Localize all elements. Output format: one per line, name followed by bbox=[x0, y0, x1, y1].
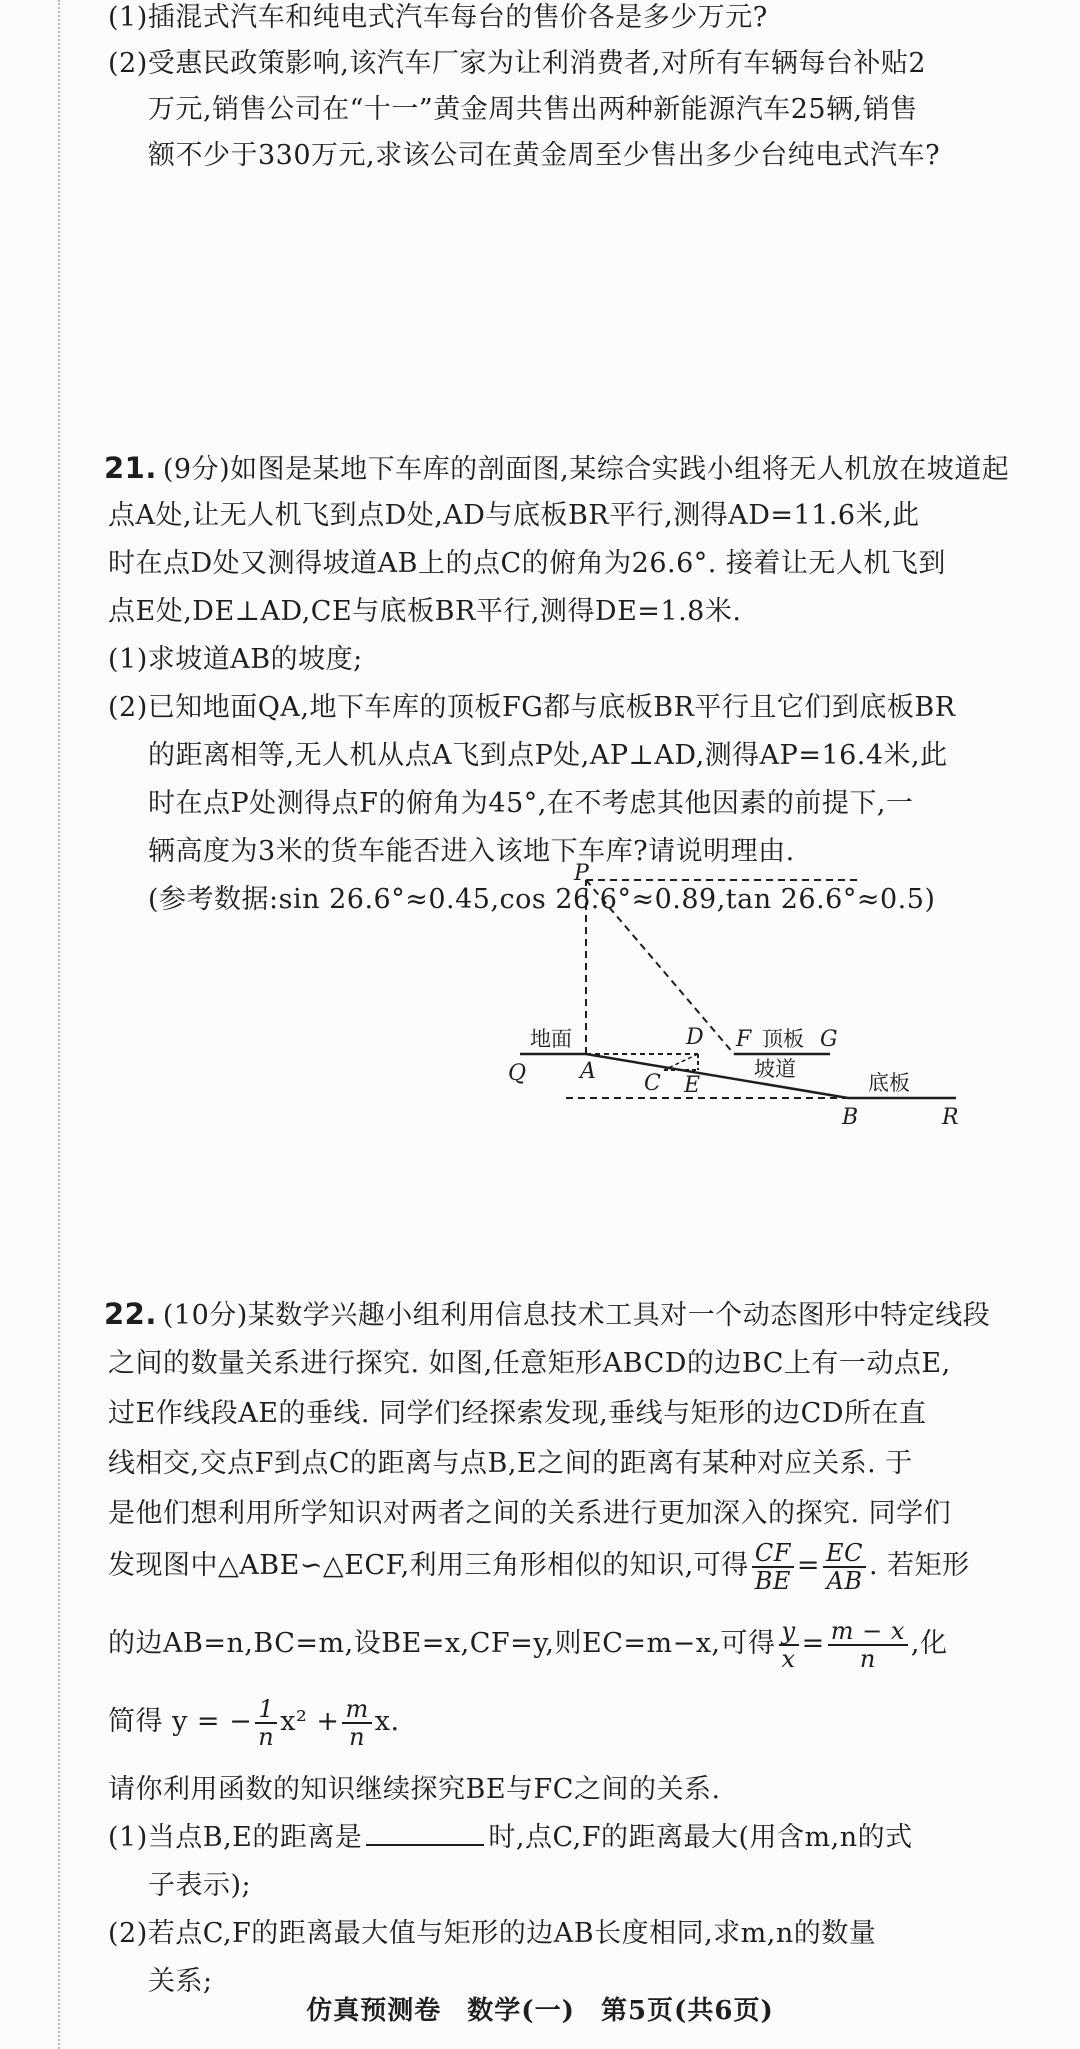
fig-label-A: A bbox=[580, 1059, 596, 1084]
q22-variables-text: 的边AB=n,BC=m,设BE=x,CF=y,则EC=m−x,可得 bbox=[108, 1628, 776, 1659]
q22-intro-line5: 是他们想利用所学知识对两者之间的关系进行更加深入的探究. 同学们 bbox=[108, 1498, 952, 1529]
q22-similarity-line bbox=[108, 1536, 970, 1596]
fig-dashed-DC bbox=[664, 1054, 698, 1070]
q21-number: 21. bbox=[104, 451, 157, 485]
fraction-m-minus-x-over-n bbox=[828, 1618, 908, 1672]
fig-label-floor: 底板 bbox=[868, 1071, 910, 1095]
q22-simplified-text: 简得 y = − bbox=[108, 1706, 253, 1737]
fraction-cf-over-be bbox=[752, 1540, 794, 1594]
q20-part2-line3: 额不少于330万元,求该公司在黄金周至少售出多少台纯电式汽车? bbox=[148, 140, 941, 171]
fraction-m-over-n bbox=[342, 1696, 371, 1750]
equals-sign: = bbox=[801, 1628, 825, 1659]
fig-label-C: C bbox=[644, 1071, 661, 1096]
q22-part1-line1 bbox=[108, 1818, 913, 1858]
frac-denominator: n bbox=[258, 1722, 275, 1751]
frac-denominator: x bbox=[781, 1644, 796, 1673]
q21-part1: (1)求坡道AB的坡度; bbox=[108, 644, 363, 675]
frac-numerator: 1 bbox=[255, 1696, 277, 1724]
fig-label-Q: Q bbox=[508, 1061, 527, 1086]
fig-label-G: G bbox=[820, 1027, 838, 1052]
q21-intro-line4: 点E处,DE⊥AD,CE与底板BR平行,测得DE=1.8米. bbox=[108, 596, 742, 627]
fraction-y-over-x bbox=[779, 1618, 799, 1672]
footer-series: 仿真预测卷 bbox=[306, 1996, 442, 2026]
q22-intro-line4: 线相交,交点F到点C的距离与点B,E之间的距离有某种对应关系. 于 bbox=[108, 1448, 913, 1479]
q22-part1-line2: 子表示); bbox=[148, 1870, 252, 1901]
q22-part1-post: 时,点C,F的距离最大(用含m,n的式 bbox=[488, 1822, 913, 1853]
footer-page-number: 第5页(共6页) bbox=[600, 1996, 774, 2026]
frac-denominator: n bbox=[859, 1644, 876, 1673]
q21-intro-text1: (9分)如图是某地下车库的剖面图,某综合实践小组将无人机放在坡道起 bbox=[162, 454, 1010, 485]
frac-numerator: CF bbox=[752, 1540, 794, 1568]
fig-label-ramp: 坡道 bbox=[754, 1057, 796, 1081]
q21-part2-line3: 时在点P处测得点F的俯角为45°,在不考虑其他因素的前提下,一 bbox=[148, 788, 914, 819]
frac-denominator: n bbox=[349, 1722, 366, 1751]
q21-intro-line3: 时在点D处又测得坡道AB上的点C的俯角为26.6°. 接着让无人机飞到 bbox=[108, 548, 946, 579]
fig-label-roof: 顶板 bbox=[762, 1027, 804, 1051]
fraction-ec-over-ab bbox=[823, 1540, 866, 1594]
q21-part2-line1: (2)已知地面QA,地下车库的顶板FG都与底板BR平行且它们到底板BR bbox=[108, 692, 956, 723]
q22-variables-line bbox=[108, 1614, 947, 1674]
frac-denominator: BE bbox=[754, 1566, 791, 1595]
q22-intro-line2: 之间的数量关系进行探究. 如图,任意矩形ABCD的边BC上有一动点E, bbox=[108, 1348, 951, 1379]
answer-blank[interactable] bbox=[366, 1818, 484, 1846]
q22-number: 22. bbox=[104, 1297, 157, 1331]
q22-similarity-text: 发现图中△ABE∽△ECF,利用三角形相似的知识,可得 bbox=[108, 1550, 749, 1581]
frac-numerator: m − x bbox=[828, 1618, 908, 1646]
fraction-1-over-n bbox=[255, 1696, 277, 1750]
fig-label-B: B bbox=[842, 1105, 859, 1130]
q20-part2-line1: (2)受惠民政策影响,该汽车厂家为让利消费者,对所有车辆每台补贴2 bbox=[108, 48, 927, 79]
q22-simplified-tail: x. bbox=[374, 1706, 400, 1737]
q22-simplified-mid: x² + bbox=[280, 1706, 340, 1737]
q21-part2-line2: 的距离相等,无人机从点A飞到点P处,AP⊥AD,测得AP=16.4米,此 bbox=[148, 740, 948, 771]
q22-ask: 请你利用函数的知识继续探究BE与FC之间的关系. bbox=[108, 1774, 721, 1805]
fig-label-D: D bbox=[686, 1025, 704, 1050]
frac-numerator: y bbox=[779, 1618, 799, 1646]
q21-part2-line4: 辆高度为3米的货车能否进入该地下车库?请说明理由. bbox=[148, 836, 795, 867]
q22-part2-line1: (2)若点C,F的距离最大值与矩形的边AB长度相同,求m,n的数量 bbox=[108, 1918, 877, 1949]
q21-intro-line2: 点A处,让无人机飞到点D处,AD与底板BR平行,测得AD=11.6米,此 bbox=[108, 500, 920, 531]
footer-subject: 数学(一) bbox=[467, 1996, 575, 2026]
frac-numerator: m bbox=[342, 1696, 371, 1724]
q22-part2-line2: 关系; bbox=[148, 1966, 213, 1997]
q22-part1-pre: (1)当点B,E的距离是 bbox=[108, 1822, 363, 1853]
fig-label-P: P bbox=[574, 861, 589, 886]
fig-label-ground: 地面 bbox=[530, 1027, 572, 1051]
fig-line-ramp-AB bbox=[586, 1054, 848, 1098]
fig-dashed-PF bbox=[586, 880, 734, 1054]
page-footer bbox=[0, 1990, 1080, 2027]
equals-sign: = bbox=[796, 1550, 821, 1581]
frac-numerator: EC bbox=[823, 1540, 866, 1568]
q21-reference-data: (参考数据:sin 26.6°≈0.45,cos 26.6°≈0.89,tan 26.6°≈0.5) bbox=[148, 884, 936, 915]
q22-variables-tail: ,化 bbox=[910, 1628, 948, 1659]
fig-label-F: F bbox=[736, 1027, 752, 1052]
q22-simplified-line bbox=[108, 1692, 400, 1752]
q22-intro-line3: 过E作线段AE的垂线. 同学们经探索发现,垂线与矩形的边CD所在直 bbox=[108, 1398, 927, 1429]
fig-label-R: R bbox=[942, 1105, 959, 1130]
q22-intro-text1: (10分)某数学兴趣小组利用信息技术工具对一个动态图形中特定线段 bbox=[162, 1300, 991, 1331]
frac-denominator: AB bbox=[826, 1566, 863, 1595]
q22-intro-line1 bbox=[104, 1294, 990, 1336]
q20-part1: (1)插混式汽车和纯电式汽车每台的售价各是多少万元? bbox=[108, 2, 768, 33]
q22-similarity-tail: . 若矩形 bbox=[868, 1550, 970, 1581]
q20-part2-line2: 万元,销售公司在“十一”黄金周共售出两种新能源汽车25辆,销售 bbox=[148, 94, 918, 125]
fig-label-E: E bbox=[684, 1073, 701, 1098]
